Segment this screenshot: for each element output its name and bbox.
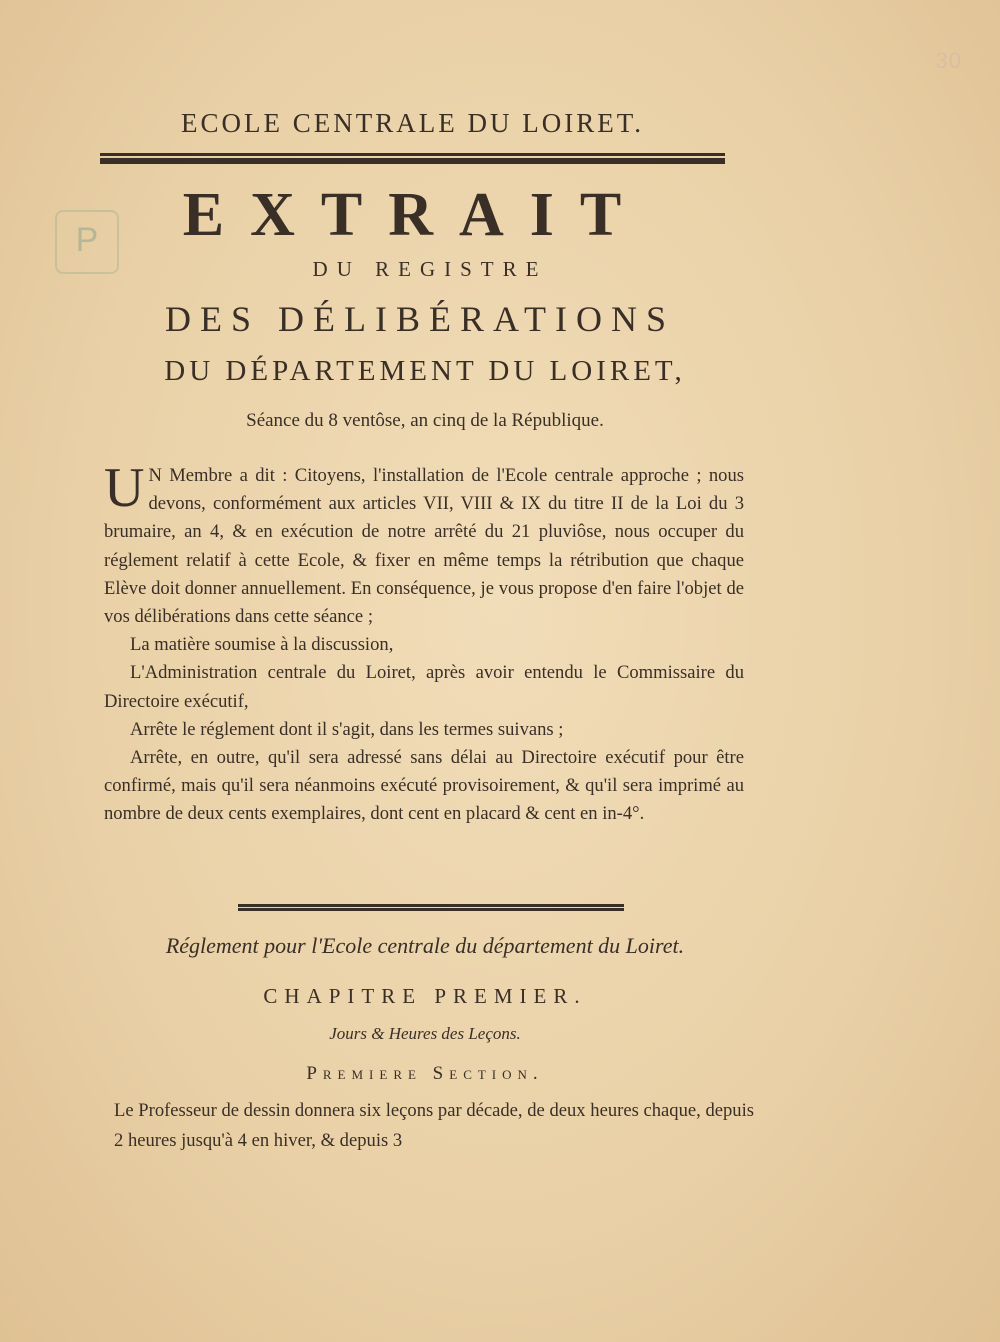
paragraph-3: L'Administration centrale du Loiret, après avoir entendu le Commissaire du Directoire exécutif, (104, 662, 744, 712)
subtitle-registre: DU REGISTRE (312, 257, 548, 281)
paragraph-4: Arrête le réglement dont il s'agit, dans les termes suivans ; (130, 718, 564, 740)
folio-number: 30 (935, 48, 962, 73)
library-stamp: P (55, 210, 119, 274)
reglement-title: Réglement pour l'Ecole centrale du département du Loiret. (165, 933, 685, 958)
section-heading: Premiere Section. (306, 1063, 544, 1084)
seance-date: Séance du 8 ventôse, an cinq de la République. (246, 410, 604, 431)
document-title: EXTRAIT (182, 181, 648, 249)
drop-cap: U (104, 457, 145, 519)
header-rule-thick (100, 158, 725, 164)
final-paragraph: Le Professeur de dessin donnera six leçons par décade, de deux heures chaque, depuis 2 heures jusqu'à 4 en hiver, & depuis 3 (114, 1100, 754, 1151)
section-rule (238, 904, 624, 907)
chapter-subtitle: Jours & Heures des Leçons. (329, 1024, 521, 1043)
header-rule (100, 153, 725, 156)
subtitle-departement: DU DÉPARTEMENT DU LOIRET, (164, 355, 686, 387)
paragraph-1 (104, 457, 744, 631)
body-text (104, 457, 744, 829)
page-header: ECOLE CENTRALE DU LOIRET. (181, 108, 644, 138)
section-rule-2 (238, 908, 624, 911)
paragraph-2: La matière soumise à la discussion, (130, 634, 394, 656)
paragraph-5: Arrête, en outre, qu'il sera adressé sans délai au Directoire exécutif pour être confirmé, mais qu'il sera néanmoins exécuté provisoirement, & qu'il sera imprimé au nombre de deux cents exemplaires, dont cent en placard & cent en in-4°. (104, 747, 744, 825)
chapter-heading: CHAPITRE PREMIER. (263, 984, 587, 1008)
subtitle-deliberations: DES DÉLIBÉRATIONS (165, 299, 675, 339)
paragraph-1-text: N Membre a dit : Citoyens, l'installation de l'Ecole centrale approche ; nous devons, conformément aux articles VII, VIII & IX du titre II de la Loi du 3 brumaire, an 4, & en exécution de notre arrêté du 21 pluviôse, nous occuper du réglement relatif à cette Ecole, & fixer en même temps la rétribution que chaque Elève doit donner annuellement. En conséquence, je vous propose d'en faire l'objet de vos délibérations dans cette séance ; (104, 465, 744, 628)
final-text (114, 1096, 754, 1156)
